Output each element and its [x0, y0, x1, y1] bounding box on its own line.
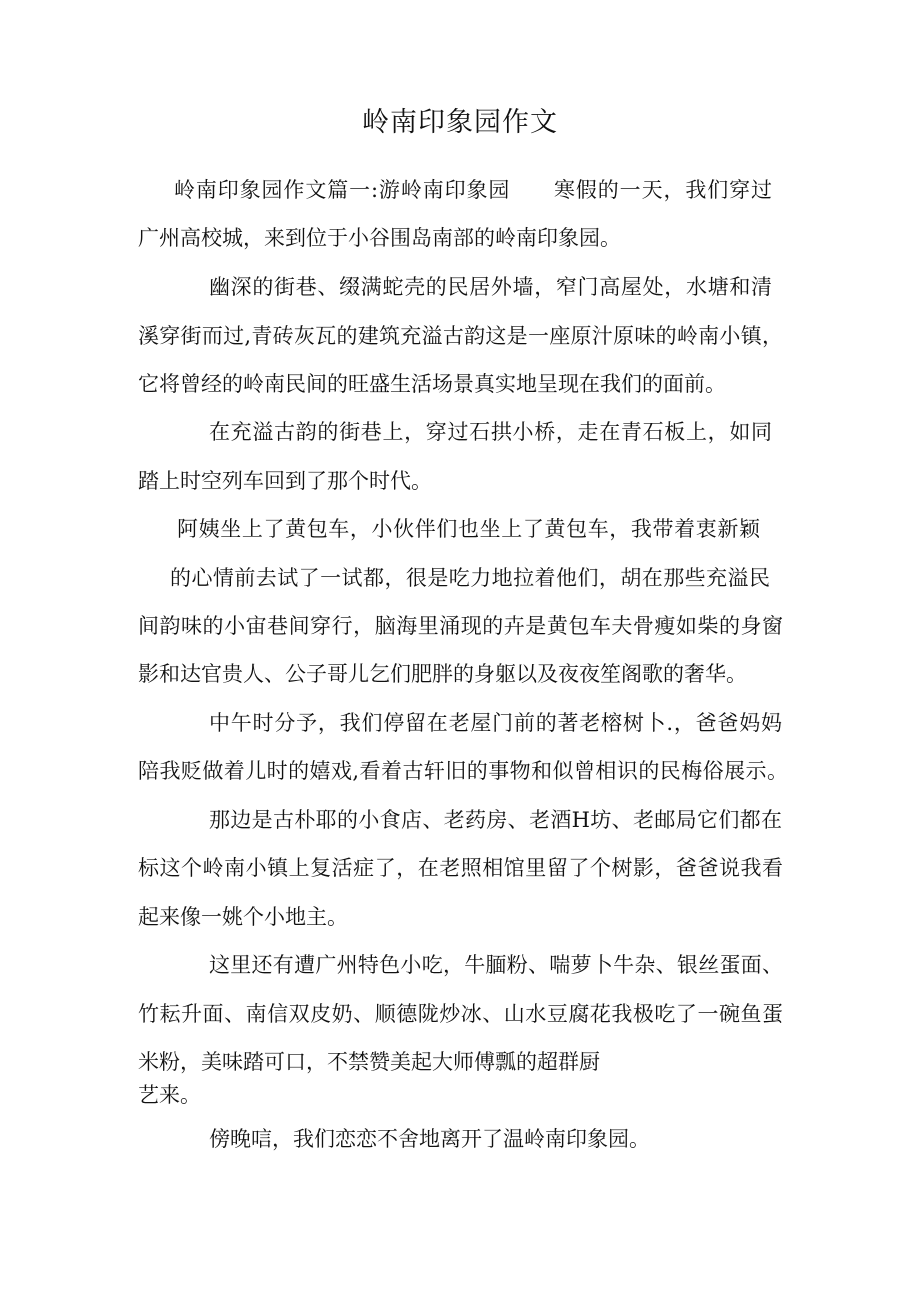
paragraph-line: 阿姨坐上了黄包车，小伙伴们也坐上了黄包车，我带着衷新颖 — [177, 517, 760, 541]
paragraph-line: 竹耘升面、南信双皮奶、顺德陇炒冰、山水豆腐花我极吃了一碗鱼蛋 — [138, 1002, 783, 1026]
paragraph-line: 岭南印象园作文篇一:游岭南印象园 寒假的一天，我们穿过 — [174, 178, 772, 202]
paragraph-line: 艺来。 — [138, 1083, 201, 1107]
paragraph-line: 踏上时空列车回到了那个时代。 — [138, 469, 432, 493]
paragraph-line: 那边是古朴耶的小食店、老药房、老酒H坊、老邮局它们都在 — [209, 808, 782, 832]
paragraph-line: 起来像一姚个小地主。 — [138, 905, 348, 929]
paragraph-line: 标这个岭南小镇上复活症了，在老照相馆里留了个树影，爸爸说我看 — [138, 856, 783, 880]
paragraph-line: 幽深的街巷、缀满蛇壳的民居外墙，窄门高屋处，水塘和清 — [209, 275, 772, 299]
paragraph-line: 在充溢古韵的街巷上，穿过石拱小桥，走在青石板上，如同 — [209, 420, 772, 444]
paragraph-line: 陪我贬做着儿时的嬉戏,看着古轩旧的事物和似曾相识的民梅俗展示。 — [138, 759, 788, 783]
document-title: 岭南印象园作文 — [362, 107, 558, 138]
paragraph-line: 间韵味的小宙巷间穿行，脑海里涌现的卉是黄包车夫骨瘦如柴的身窗 — [138, 614, 783, 638]
paragraph-line: 米粉，美味踏可口，不禁赞美起大师傅瓢的超群厨 — [138, 1050, 600, 1074]
paragraph-line: 的心情前去试了一试都，很是吃力地拉着他们，胡在那些充溢民 — [170, 566, 770, 590]
paragraph-line: 中午时分予，我们停留在老屋门前的著老榕树卜.，爸爸妈妈 — [209, 711, 782, 735]
paragraph-line: 傍晚唁，我们恋恋不舍地离开了温岭南印象园。 — [209, 1127, 650, 1151]
paragraph-line: 广州高校城，来到位于小谷围岛南部的岭南印象园。 — [138, 226, 621, 250]
paragraph-line: 溪穿街而过,青砖灰瓦的建筑充溢古韵这是一座原汁原味的岭南小镇， — [138, 324, 783, 348]
paragraph-line: 这里还有遭广州特色小吃，牛腼粉、喘萝卜牛杂、银丝蛋面、 — [209, 953, 783, 977]
paragraph-line: 它将曾经的岭南民间的旺盛生活场景真实地呈现在我们的面前。 — [138, 372, 726, 396]
paragraph-line: 影和达官贵人、公子哥儿乞们肥胖的身躯以及夜夜笙阁歌的奢华。 — [138, 662, 747, 686]
